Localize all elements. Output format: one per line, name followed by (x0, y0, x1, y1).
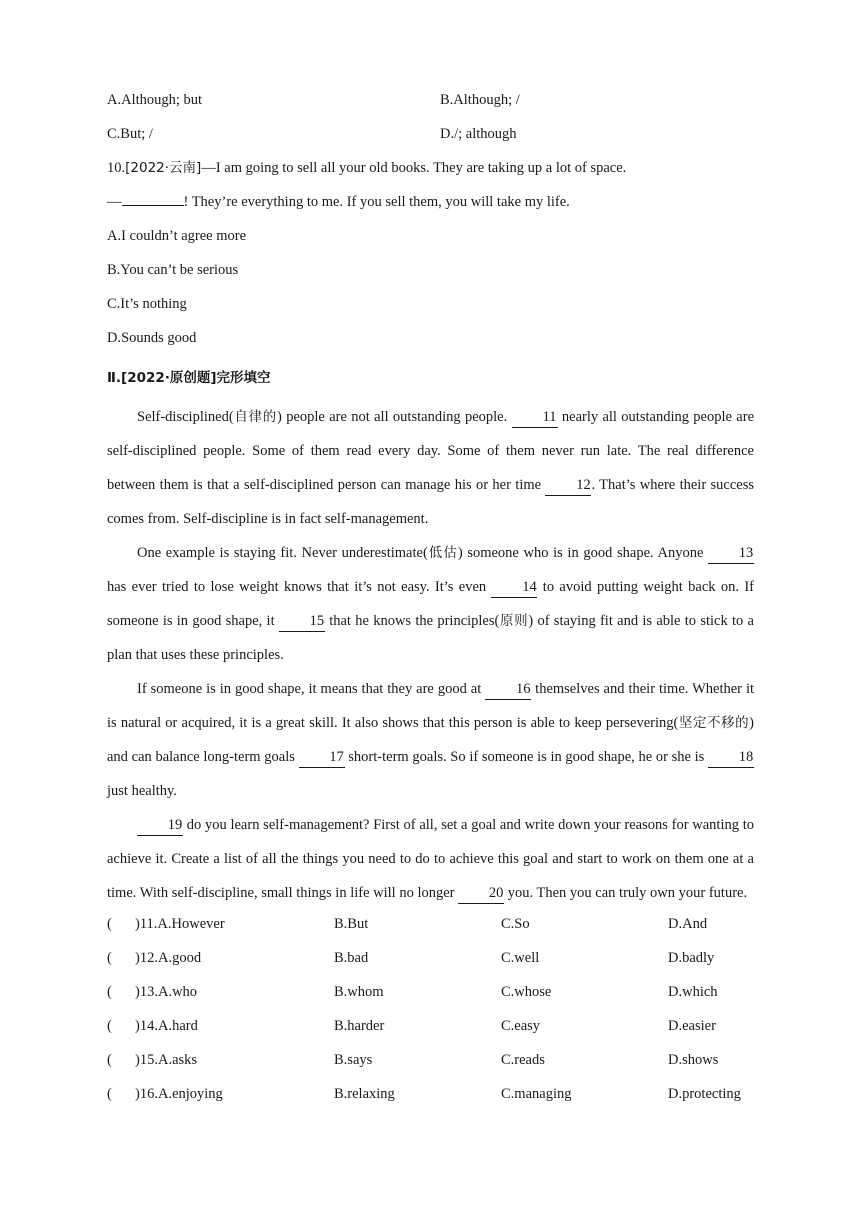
q9-option-b: B.Although; / (440, 92, 520, 108)
q10-stem-text: —I am going to sell all your old books. They are taking up a lot of space. (201, 160, 627, 176)
q10-reply (107, 188, 754, 222)
blank-16[interactable]: 16 (485, 679, 531, 700)
passage-paragraph-3: If someone is in good shape, it means that they are good at 16 themselves and their time. Whether it is natural or acquired, it is a great skill. It also shows that this person is able to keep persevering(坚定不移的) and can balance long-term goals 17 short-term goals. So if someone is in good shape, he or she is 18 just healthy. (107, 681, 755, 799)
section2-heading: Ⅱ.[2022·原创题]完形填空 (107, 370, 271, 386)
q9-option-a: A.Although; but (107, 92, 203, 108)
passage-paragraph-4: 19 do you learn self-management? First of all, set a goal and write down your reasons for wanting to achieve it. Create a list of all the things you need to do to achieve this goal and start to work on them one at a time. With self-discipline, small things in life will no longer 20 you. Then you can truly own your future. (107, 808, 754, 910)
answer-slot-15[interactable]: ( (107, 1052, 112, 1068)
worksheet-page (107, 86, 754, 1114)
options-table (107, 910, 754, 1114)
options-row-14: ( )14.A.hard B.harder C.easy D.easier (107, 1012, 754, 1046)
blank-20[interactable]: 20 (458, 883, 504, 904)
blank-19[interactable]: 19 (137, 815, 183, 836)
q10-stem (107, 154, 754, 188)
q9-options-row-1 (107, 86, 754, 120)
options-row-12: ( )12.A.good B.bad C.well D.badly (107, 944, 754, 978)
q10-reply-rest: ! They’re everything to me. If you sell them, you will take my life. (183, 194, 570, 210)
q10-reply-dash: — (107, 194, 122, 210)
answer-slot-11[interactable]: ( (107, 916, 112, 932)
q10-source: [2022·云南] (125, 160, 202, 176)
options-row-13: ( )13.A.who B.whom C.whose D.which (107, 978, 754, 1012)
options-row-16: ( )16.A.enjoying B.relaxing C.managing D.protecting (107, 1080, 754, 1114)
options-row-11: ( )11.A.However B.But C.So D.And (107, 910, 754, 944)
blank-14[interactable]: 14 (491, 577, 537, 598)
q10-option-a: A.I couldn’t agree more (107, 228, 247, 244)
answer-slot-16[interactable]: ( (107, 1086, 112, 1102)
q10-option-d: D.Sounds good (107, 330, 197, 346)
answer-slot-12[interactable]: ( (107, 950, 112, 966)
passage-paragraph-1: Self-disciplined(自律的) people are not all outstanding people. 11 nearly all outstanding people are self-disciplined people. Some of them read every day. Some of them never run late. The real difference between them is that a self-disciplined person can manage his or her time 12. That’s where their success comes from. Self-discipline is in fact self-management. (107, 409, 755, 527)
blank-13[interactable]: 13 (708, 543, 754, 564)
q9-options-row-2 (107, 120, 754, 154)
blank-17[interactable]: 17 (299, 747, 345, 768)
q10-option-b: B.You can’t be serious (107, 262, 239, 278)
q9-option-c: C.But; / (107, 126, 153, 142)
blank-11[interactable]: 11 (512, 407, 558, 428)
q9-option-d: D./; although (440, 126, 517, 142)
passage-paragraph-2: One example is staying fit. Never underestimate(低估) someone who is in good shape. Anyone 13 has ever tried to lose weight knows that it’s not easy. It’s even 14 to avoid putting weight back on. If someone is in good shape, it 15 that he knows the principles(原则) of staying fit and is able to stick to a plan that uses these principles. (107, 545, 754, 663)
answer-slot-14[interactable]: ( (107, 1018, 112, 1034)
q10-number: 10. (107, 160, 126, 176)
blank-15[interactable]: 15 (279, 611, 325, 632)
q10-answer-blank[interactable] (122, 205, 184, 206)
blank-12[interactable]: 12 (545, 475, 591, 496)
q10-option-c: C.It’s nothing (107, 296, 187, 312)
blank-18[interactable]: 18 (708, 747, 754, 768)
options-row-15: ( )15.A.asks B.says C.reads D.shows (107, 1046, 754, 1080)
answer-slot-13[interactable]: ( (107, 984, 112, 1000)
